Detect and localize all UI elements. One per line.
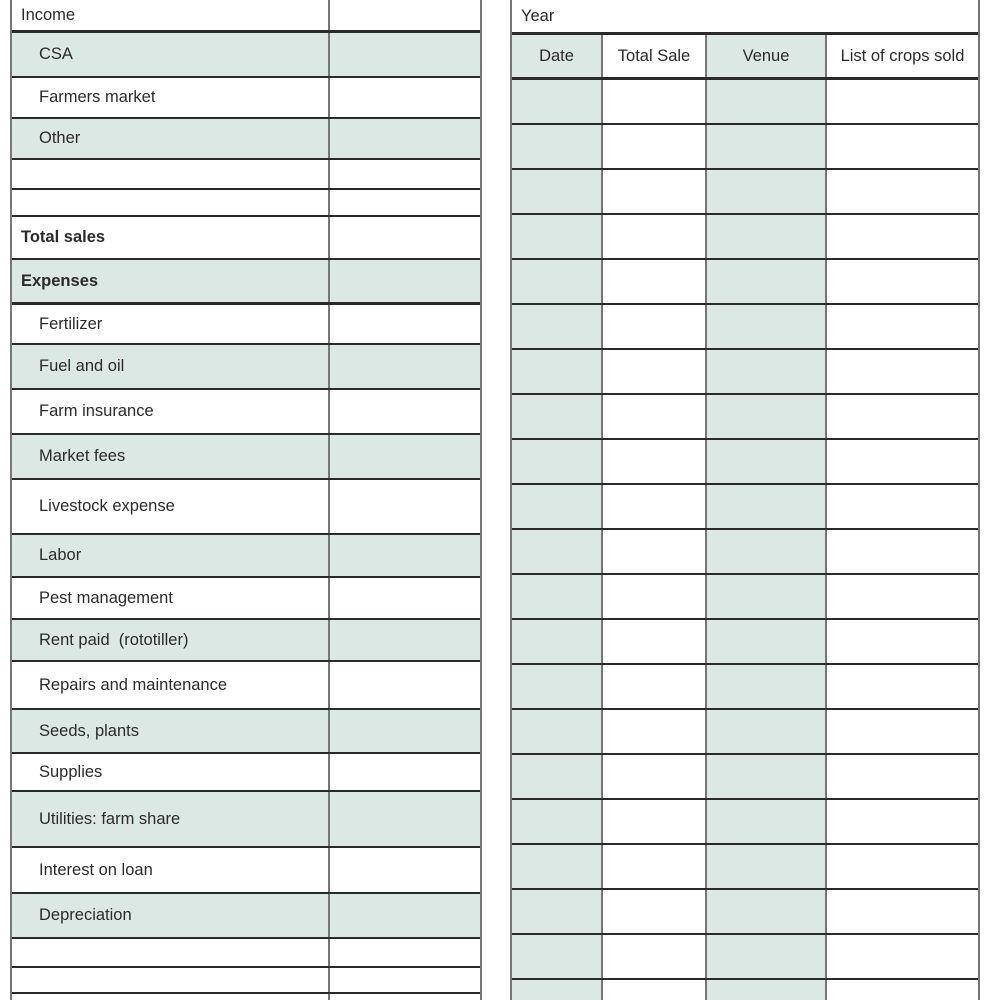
- log-entry-cell[interactable]: [512, 935, 603, 978]
- amount-entry-cell[interactable]: [330, 968, 480, 992]
- row-label: Market fees: [39, 447, 126, 466]
- amount-entry-cell[interactable]: [330, 710, 480, 752]
- row-label: Farmers market: [39, 88, 156, 107]
- table-row: [12, 894, 480, 939]
- log-entry-cell[interactable]: [603, 800, 707, 843]
- log-entry-cell[interactable]: [512, 395, 603, 438]
- sales-log-row: [512, 755, 978, 800]
- log-entry-cell[interactable]: [512, 215, 603, 258]
- log-entry-cell[interactable]: [512, 305, 603, 348]
- table-row: [12, 754, 480, 792]
- sales-log-row: [512, 980, 978, 1000]
- row-label-cell: [12, 260, 330, 302]
- log-entry-cell[interactable]: [827, 845, 978, 888]
- log-entry-cell[interactable]: [603, 980, 707, 1000]
- row-label: Labor: [39, 546, 82, 565]
- amount-entry-cell[interactable]: [330, 939, 480, 966]
- table-row: [12, 160, 480, 190]
- log-entry-cell[interactable]: [707, 935, 827, 978]
- table-row: [12, 968, 480, 994]
- table-row: [12, 535, 480, 578]
- table-row: [12, 480, 480, 535]
- table-row: [12, 33, 480, 78]
- log-entry-cell[interactable]: [707, 170, 827, 213]
- log-entry-cell[interactable]: [603, 530, 707, 573]
- log-entry-cell[interactable]: [707, 755, 827, 798]
- row-label: Utilities: farm share: [39, 809, 181, 828]
- amount-entry-cell[interactable]: [330, 662, 480, 708]
- log-entry-cell[interactable]: [827, 350, 978, 393]
- amount-entry-cell[interactable]: [330, 894, 480, 937]
- row-label-cell: [12, 78, 330, 117]
- row-label: Fuel and oil: [39, 357, 125, 376]
- log-entry-cell[interactable]: [827, 665, 978, 708]
- log-entry-cell[interactable]: [707, 575, 827, 618]
- row-label-cell: [12, 848, 330, 892]
- log-entry-cell[interactable]: [707, 890, 827, 933]
- log-entry-cell[interactable]: [827, 710, 978, 753]
- blank-label-cell[interactable]: [12, 994, 330, 1000]
- log-entry-cell[interactable]: [707, 80, 827, 123]
- row-label: Seeds, plants: [39, 721, 139, 740]
- log-entry-cell[interactable]: [827, 755, 978, 798]
- amount-entry-cell[interactable]: [330, 260, 480, 302]
- table-row: [12, 260, 480, 305]
- row-label-cell: [12, 480, 330, 533]
- row-label: Depreciation: [39, 906, 132, 925]
- log-entry-cell[interactable]: [603, 935, 707, 978]
- log-entry-cell[interactable]: [707, 845, 827, 888]
- sales-log-row: [512, 260, 978, 305]
- log-entry-cell[interactable]: [603, 305, 707, 348]
- amount-entry-cell[interactable]: [330, 305, 480, 343]
- table-row: [12, 578, 480, 620]
- row-label-cell: [12, 662, 330, 708]
- log-entry-cell[interactable]: [827, 125, 978, 168]
- row-label-cell: [12, 792, 330, 846]
- column-header-label: Date: [539, 46, 574, 65]
- row-label: Fertilizer: [39, 314, 103, 333]
- log-entry-cell[interactable]: [603, 80, 707, 123]
- table-row: [12, 305, 480, 345]
- row-label-cell: [12, 894, 330, 937]
- log-entry-cell[interactable]: [827, 80, 978, 123]
- log-entry-cell[interactable]: [512, 845, 603, 888]
- table-row: [12, 390, 480, 435]
- amount-entry-cell[interactable]: [330, 217, 480, 258]
- amount-entry-cell[interactable]: [330, 390, 480, 433]
- row-label: Livestock expense: [39, 497, 175, 516]
- log-entry-cell[interactable]: [827, 215, 978, 258]
- amount-entry-cell[interactable]: [330, 119, 480, 158]
- log-entry-cell[interactable]: [707, 620, 827, 663]
- log-entry-cell[interactable]: [603, 485, 707, 528]
- log-entry-cell[interactable]: [512, 530, 603, 573]
- amount-entry-cell[interactable]: [330, 754, 480, 790]
- log-entry-cell[interactable]: [827, 800, 978, 843]
- log-entry-cell[interactable]: [827, 620, 978, 663]
- log-entry-cell[interactable]: [603, 620, 707, 663]
- table-row: [12, 710, 480, 754]
- log-entry-cell[interactable]: [827, 575, 978, 618]
- row-label: Other: [39, 129, 81, 148]
- log-entry-cell[interactable]: [603, 845, 707, 888]
- sales-log-row: [512, 170, 978, 215]
- log-entry-cell[interactable]: [512, 710, 603, 753]
- log-entry-cell[interactable]: [512, 800, 603, 843]
- log-entry-cell[interactable]: [512, 980, 603, 1000]
- sales-log-row: [512, 350, 978, 395]
- log-entry-cell[interactable]: [512, 260, 603, 303]
- log-entry-cell[interactable]: [512, 350, 603, 393]
- year-header-row: [512, 0, 978, 35]
- log-entry-cell[interactable]: [512, 755, 603, 798]
- log-entry-cell[interactable]: [603, 260, 707, 303]
- row-label-cell: [12, 33, 330, 76]
- sales-log-row: [512, 800, 978, 845]
- row-label: CSA: [39, 45, 73, 64]
- amount-entry-cell[interactable]: [330, 994, 480, 1000]
- log-entry-cell[interactable]: [512, 170, 603, 213]
- column-header-label: Venue: [742, 46, 790, 65]
- table-row: [12, 994, 480, 1000]
- row-label-cell: [12, 345, 330, 388]
- column-header-cell: [827, 35, 978, 77]
- row-label: Interest on loan: [39, 860, 153, 879]
- row-label-cell: [12, 390, 330, 433]
- column-header-cell: [512, 35, 603, 77]
- amount-entry-cell[interactable]: [330, 792, 480, 846]
- row-label: Expenses: [21, 271, 99, 290]
- sales-log-row: [512, 575, 978, 620]
- log-entry-cell[interactable]: [512, 485, 603, 528]
- amount-entry-cell[interactable]: [330, 160, 480, 188]
- log-entry-cell[interactable]: [827, 170, 978, 213]
- table-row: [12, 345, 480, 390]
- amount-entry-cell[interactable]: [330, 0, 480, 30]
- log-entry-cell[interactable]: [707, 710, 827, 753]
- blank-label-cell[interactable]: [12, 939, 330, 966]
- log-entry-cell[interactable]: [827, 395, 978, 438]
- row-label: Income: [21, 5, 76, 24]
- row-label-cell: [12, 305, 330, 343]
- row-label: Repairs and maintenance: [39, 675, 228, 694]
- row-label-cell: [12, 535, 330, 576]
- sales-log-row: [512, 215, 978, 260]
- row-label-cell: [12, 578, 330, 618]
- sales-log-row: [512, 710, 978, 755]
- sales-log-row: [512, 620, 978, 665]
- blank-label-cell[interactable]: [12, 160, 330, 188]
- log-entry-cell[interactable]: [603, 665, 707, 708]
- sales-log-row: [512, 440, 978, 485]
- log-entry-cell[interactable]: [707, 530, 827, 573]
- log-entry-cell[interactable]: [603, 215, 707, 258]
- log-entry-cell[interactable]: [603, 755, 707, 798]
- column-header-label: List of crops sold: [840, 46, 965, 65]
- log-entry-cell[interactable]: [707, 260, 827, 303]
- sales-log-row: [512, 890, 978, 935]
- row-label-cell: [12, 710, 330, 752]
- log-entry-cell[interactable]: [827, 485, 978, 528]
- table-row: [12, 435, 480, 480]
- column-header-cell: [707, 35, 827, 77]
- log-entry-cell[interactable]: [707, 215, 827, 258]
- row-label: Pest management: [39, 588, 173, 607]
- year-label: Year: [521, 6, 555, 25]
- sales-log-row: [512, 125, 978, 170]
- sales-log-row: [512, 665, 978, 710]
- sales-log-body: [512, 80, 978, 1000]
- log-entry-cell[interactable]: [827, 440, 978, 483]
- sales-log-row: [512, 80, 978, 125]
- log-entry-cell[interactable]: [707, 395, 827, 438]
- income-expense-table: [10, 0, 482, 1000]
- log-entry-cell[interactable]: [603, 890, 707, 933]
- log-entry-cell[interactable]: [827, 890, 978, 933]
- log-entry-cell[interactable]: [603, 125, 707, 168]
- sales-log-row: [512, 935, 978, 980]
- amount-entry-cell[interactable]: [330, 78, 480, 117]
- table-row: [12, 78, 480, 119]
- column-header-cell: [603, 35, 707, 77]
- log-entry-cell[interactable]: [707, 125, 827, 168]
- row-label-cell: [12, 435, 330, 478]
- log-entry-cell[interactable]: [827, 935, 978, 978]
- column-header-label: Total Sale: [617, 46, 691, 65]
- log-entry-cell[interactable]: [512, 620, 603, 663]
- row-label: Total sales: [21, 228, 106, 247]
- row-label-cell: [12, 0, 330, 30]
- log-entry-cell[interactable]: [603, 350, 707, 393]
- sales-log-row: [512, 845, 978, 890]
- amount-entry-cell[interactable]: [330, 480, 480, 533]
- table-row: [12, 190, 480, 217]
- table-row: [12, 939, 480, 968]
- sales-log-row: [512, 305, 978, 350]
- sales-log-table: [510, 0, 980, 1000]
- table-row: [12, 119, 480, 160]
- row-label: Farm insurance: [39, 402, 154, 421]
- log-entry-cell[interactable]: [707, 350, 827, 393]
- log-entry-cell[interactable]: [707, 980, 827, 1000]
- sales-log-row: [512, 395, 978, 440]
- log-entry-cell[interactable]: [707, 305, 827, 348]
- log-entry-cell[interactable]: [603, 395, 707, 438]
- log-entry-cell[interactable]: [603, 575, 707, 618]
- log-entry-cell[interactable]: [707, 800, 827, 843]
- amount-entry-cell[interactable]: [330, 33, 480, 76]
- log-entry-cell[interactable]: [707, 665, 827, 708]
- log-entry-cell[interactable]: [707, 485, 827, 528]
- row-label: Rent paid (rototiller): [39, 630, 189, 649]
- log-entry-cell[interactable]: [707, 440, 827, 483]
- table-row: [12, 0, 480, 33]
- table-row: [12, 217, 480, 260]
- amount-entry-cell[interactable]: [330, 848, 480, 892]
- sales-log-row: [512, 530, 978, 575]
- log-entry-cell[interactable]: [827, 260, 978, 303]
- log-entry-cell[interactable]: [512, 890, 603, 933]
- log-entry-cell[interactable]: [603, 440, 707, 483]
- sales-log-header-row: [512, 35, 978, 80]
- amount-entry-cell[interactable]: [330, 345, 480, 388]
- row-label-cell: [12, 754, 330, 790]
- log-entry-cell[interactable]: [512, 575, 603, 618]
- log-entry-cell[interactable]: [827, 530, 978, 573]
- log-entry-cell[interactable]: [827, 980, 978, 1000]
- row-label-cell: [12, 217, 330, 258]
- table-row: [12, 620, 480, 662]
- amount-entry-cell[interactable]: [330, 190, 480, 215]
- log-entry-cell[interactable]: [512, 80, 603, 123]
- amount-entry-cell[interactable]: [330, 435, 480, 478]
- table-row: [12, 792, 480, 848]
- table-row: [12, 662, 480, 710]
- log-entry-cell[interactable]: [603, 170, 707, 213]
- log-entry-cell[interactable]: [827, 305, 978, 348]
- row-label-cell: [12, 620, 330, 660]
- row-label: Supplies: [39, 762, 103, 781]
- amount-entry-cell[interactable]: [330, 620, 480, 660]
- sales-log-row: [512, 485, 978, 530]
- table-row: [12, 848, 480, 894]
- amount-entry-cell[interactable]: [330, 535, 480, 576]
- blank-label-cell[interactable]: [12, 190, 330, 215]
- log-entry-cell[interactable]: [512, 440, 603, 483]
- amount-entry-cell[interactable]: [330, 578, 480, 618]
- log-entry-cell[interactable]: [512, 665, 603, 708]
- blank-label-cell[interactable]: [12, 968, 330, 992]
- row-label-cell: [12, 119, 330, 158]
- log-entry-cell[interactable]: [603, 710, 707, 753]
- log-entry-cell[interactable]: [512, 125, 603, 168]
